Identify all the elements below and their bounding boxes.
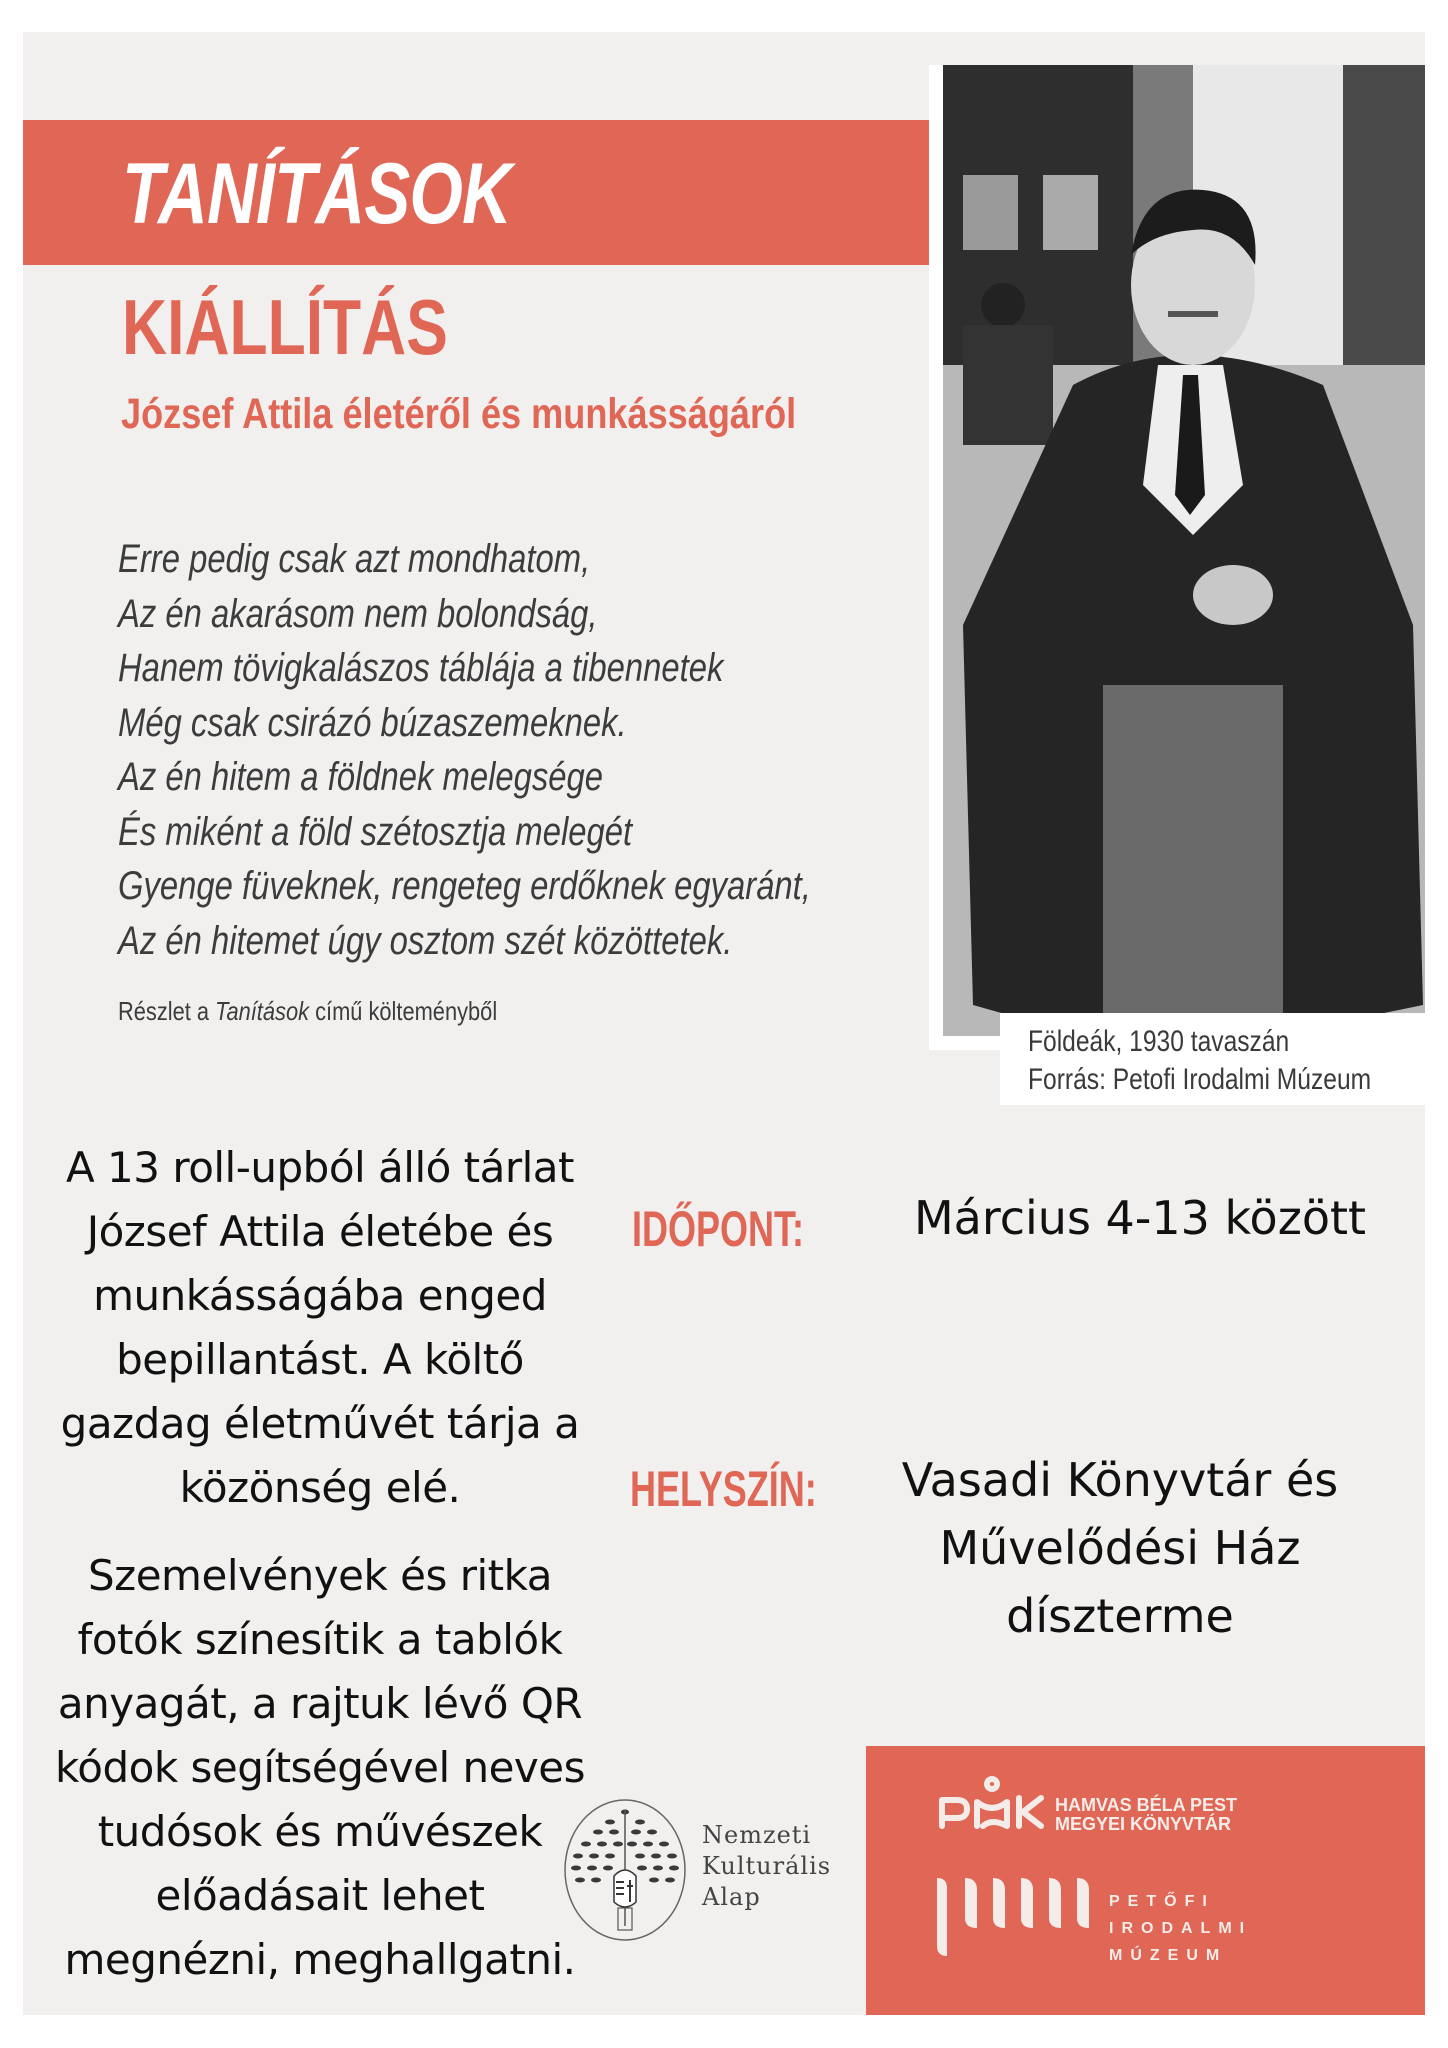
portrait-illustration-icon — [943, 65, 1425, 1036]
venue-line: Vasadi Könyvtár és — [901, 1453, 1339, 1507]
venue-label: HELYSZÍN: — [630, 1461, 817, 1517]
exhibition-label: KIÁLLÍTÁS — [122, 283, 448, 371]
description-paragraph-2 — [40, 1544, 600, 1992]
description-line: József Attila életébe és — [86, 1207, 554, 1256]
tagline: József Attila életéről és munkásságáról — [121, 390, 797, 438]
pim-name-line: IRODALMI — [1109, 1920, 1253, 1937]
poem-line: Az én hitemet úgy osztom szét közöttetek. — [118, 918, 733, 963]
exhibition-description — [40, 1136, 600, 1992]
nka-name-line: Alap — [702, 1883, 761, 1911]
description-paragraph-1 — [40, 1136, 600, 1520]
description-line: bepillantást. A költő — [116, 1335, 524, 1384]
description-line: tudósok és művészek — [97, 1807, 543, 1856]
pim-logo — [937, 1878, 1337, 1964]
pmk-name-line: HAMVAS BÉLA PEST — [1055, 1795, 1238, 1815]
pmk-name — [1055, 1796, 1237, 1834]
description-line: anyagát, a rajtuk lévő QR — [57, 1679, 583, 1728]
pmk-mark-icon — [937, 1774, 1049, 1830]
date-text: Március 4-13 között — [913, 1191, 1367, 1245]
poem-line: Erre pedig csak azt mondhatom, — [118, 537, 591, 581]
venue-line: Művelődési Ház — [939, 1521, 1301, 1575]
pim-bars-icon — [937, 1878, 1097, 1958]
description-line: munkásságába enged — [93, 1271, 547, 1320]
description-line: A 13 roll-upból álló tárlat — [65, 1143, 575, 1192]
description-line: előadásait lehet — [155, 1871, 485, 1920]
caption-source: Forrás: Petofi Irodalmi Múzeum — [1028, 1063, 1372, 1096]
tree-crest-icon — [562, 1798, 688, 1942]
description-line: gazdag életművét tárja a — [60, 1399, 580, 1448]
poem-line: Hanem tövigkalászos táblája a tibennetek — [118, 646, 724, 690]
venue-line: díszterme — [1006, 1589, 1234, 1643]
poem-line: Az én hitem a földnek melegsége — [118, 755, 604, 799]
poem-credit — [118, 996, 497, 1027]
credit-suffix: című költeményből — [309, 996, 498, 1026]
date-label: IDŐPONT: — [632, 1201, 805, 1257]
poem-line: És miként a föld szétosztja melegét — [118, 809, 633, 854]
date-value — [880, 1184, 1400, 1252]
description-line: kódok segítségével neves — [54, 1743, 586, 1792]
nka-name-line: Kulturális — [702, 1852, 832, 1880]
description-line: közönség elé. — [179, 1463, 461, 1512]
poem-line: Gyenge füveknek, rengeteg erdőknek egyaránt, — [118, 864, 811, 908]
photo-caption — [1000, 1013, 1425, 1105]
description-line: Szemelvények és ritka — [88, 1551, 552, 1600]
poem-line: Még csak csirázó búzaszemeknek. — [118, 700, 627, 745]
partner-logos-panel — [866, 1746, 1425, 2015]
pim-name-line: PETŐFI — [1109, 1893, 1215, 1910]
caption-place-date: Földeák, 1930 tavaszán — [1028, 1025, 1290, 1058]
credit-title: Tanítások — [215, 996, 310, 1026]
pmk-logo — [937, 1774, 1337, 1834]
pmk-name-line: MEGYEI KÖNYVTÁR — [1055, 1814, 1232, 1834]
nka-name — [702, 1820, 831, 1913]
portrait-photo — [943, 65, 1425, 1036]
nka-logo — [562, 1798, 842, 1944]
venue-value — [860, 1446, 1380, 1650]
description-line: megnézni, meghallgatni. — [64, 1935, 576, 1984]
page-title: TANÍTÁSOK — [122, 146, 512, 242]
pim-name — [1109, 1888, 1252, 1969]
poem-line: Az én akarásom nem bolondság, — [118, 591, 598, 636]
poem-excerpt — [118, 532, 963, 968]
description-line: fotók színesítik a tablók — [77, 1615, 563, 1664]
nka-name-line: Nemzeti — [702, 1821, 812, 1849]
credit-prefix: Részlet a — [118, 996, 216, 1026]
pim-name-line: MÚZEUM — [1109, 1947, 1228, 1964]
